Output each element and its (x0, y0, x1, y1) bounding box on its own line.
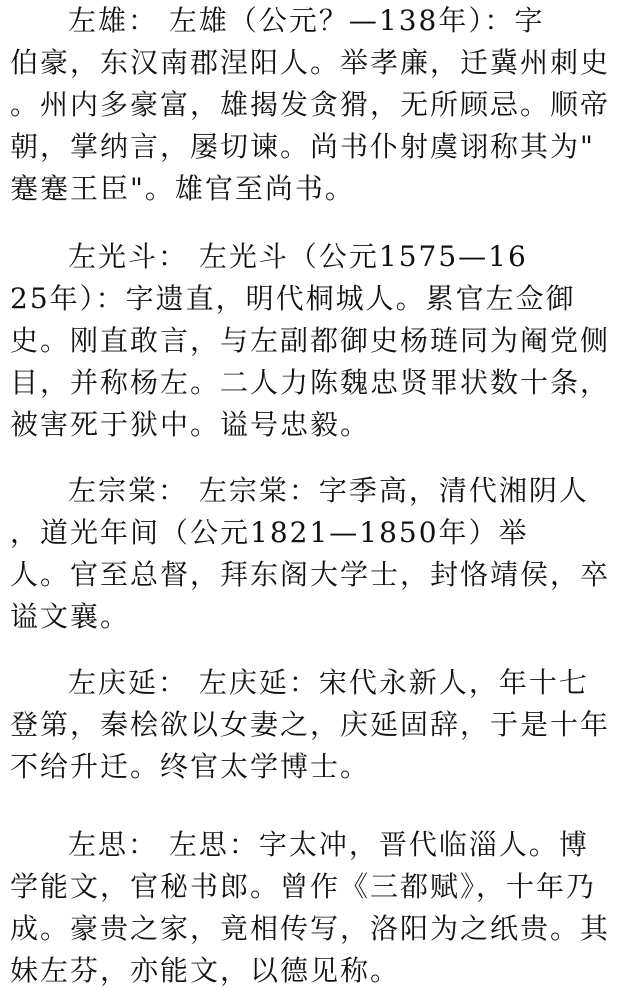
entry-zuo-guangdou (10, 236, 630, 446)
text-line: 史。刚直敢言，与左副都御史杨琏同为阉党侧 (10, 324, 611, 357)
text-line: ，道光年间（公元1821—1850年）举 (10, 516, 529, 549)
text-line: 。州内多豪富，雄揭发贪猾，无所顾忌。顺帝 (10, 88, 611, 121)
entry-zuo-qingyan (10, 662, 630, 788)
text-line: 左思： 左思：字太冲，晋代临淄人。博 (68, 828, 589, 861)
entry-zuo-zongtang (10, 470, 630, 638)
entry-zuo-xiong (10, 0, 630, 210)
text-line: 不给升迁。终官太学博士。 (10, 750, 371, 783)
text-line: 成。豪贵之家，竟相传写，洛阳为之纸贵。其 (10, 912, 611, 945)
text-line: 人。官至总督，拜东阁大学士，封恪靖侯，卒 (10, 558, 611, 591)
text-line: 学能文，官秘书郎。曾作《三都赋》，十年乃 (10, 870, 597, 903)
text-line: 左光斗： 左光斗（公元1575—16 (68, 240, 528, 273)
text-line: 目，并称杨左。二人力陈魏忠贤罪状数十条， (10, 366, 611, 399)
text-line: 被害死于狱中。谥号忠毅。 (10, 408, 371, 441)
text-line: 朝，掌纳言，屡切谏。尚书仆射虞诩称其为" (10, 130, 595, 163)
text-line: 左雄： 左雄（公元？—138年）：字 (68, 4, 545, 37)
text-line: 登第，秦桧欲以女妻之，庆延固辞，于是十年 (10, 708, 611, 741)
text-line: 左宗棠： 左宗棠：字季高，清代湘阴人 (68, 474, 589, 507)
text-line: 左庆延： 左庆延：宋代永新人，年十七 (68, 666, 589, 699)
text-line: 蹇蹇王臣"。雄官至尚书。 (10, 172, 355, 205)
text-line: 伯豪，东汉南郡涅阳人。举孝廉，迁冀州刺史 (10, 46, 611, 79)
text-line: 妹左芬，亦能文，以德见称。 (10, 954, 401, 987)
text-line: 25年）：字遗直，明代桐城人。累官左佥御 (10, 282, 576, 315)
text-line: 谥文襄。 (10, 600, 131, 633)
entry-zuo-si (10, 824, 630, 992)
